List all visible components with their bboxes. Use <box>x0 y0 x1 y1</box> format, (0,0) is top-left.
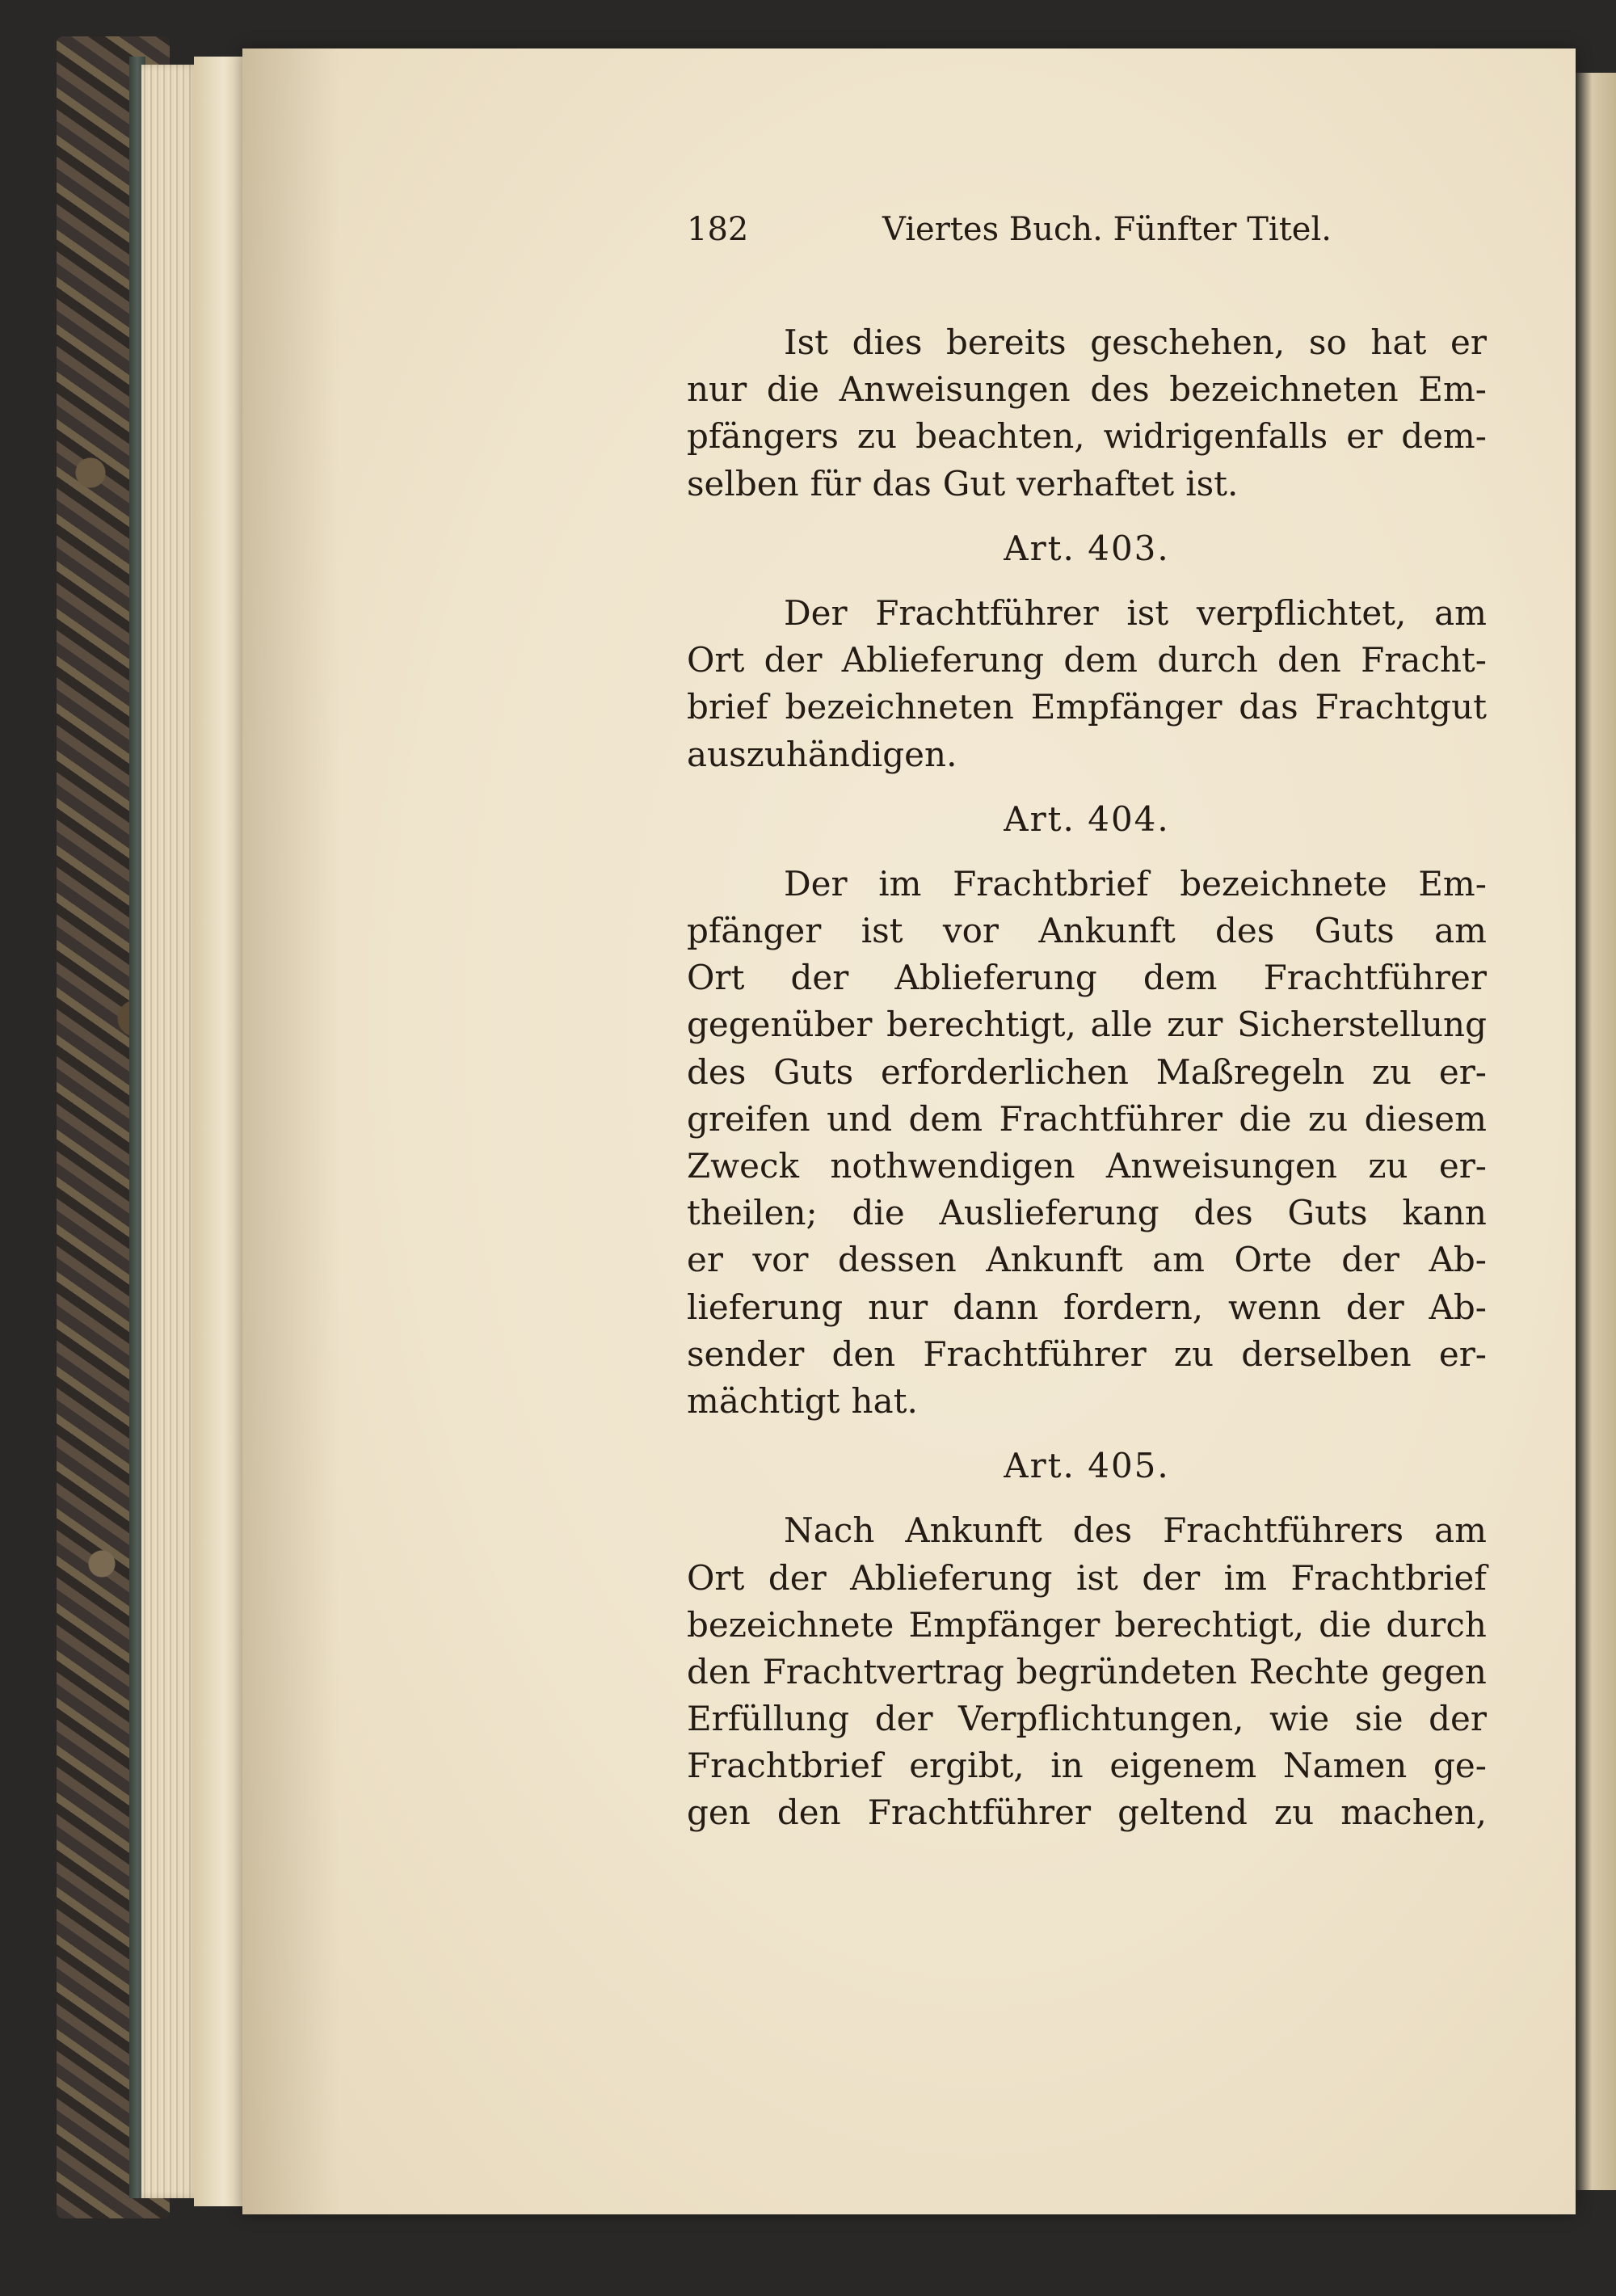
facing-page-edge <box>1576 73 1616 2190</box>
word: auszuhändigen. <box>687 734 957 774</box>
text-line <box>687 1602 1487 1649</box>
word: verhaftet <box>1016 463 1175 503</box>
word: des <box>1072 1510 1133 1551</box>
word: beachten, <box>915 416 1085 457</box>
text-line <box>687 1555 1487 1602</box>
word: verpflichtet, <box>1196 592 1407 633</box>
text-line <box>687 366 1487 413</box>
word: mächtigt <box>687 1380 840 1421</box>
running-head: Viertes Buch. Fünfter Titel. <box>882 211 1332 248</box>
word: gegenüber <box>687 1005 873 1045</box>
word: Em- <box>1418 369 1487 410</box>
word: er <box>1450 322 1487 362</box>
word: den <box>1277 640 1341 680</box>
text-line <box>687 637 1487 684</box>
word: dies <box>852 322 923 362</box>
word: er <box>1346 416 1383 457</box>
word: am <box>1434 911 1487 951</box>
text-line <box>687 461 1487 508</box>
word: sie <box>1354 1699 1403 1739</box>
word: brief <box>687 687 768 727</box>
word: Gut <box>942 463 1006 503</box>
word: die <box>1319 1604 1372 1645</box>
text-line <box>687 1096 1487 1143</box>
word: gen <box>687 1793 751 1833</box>
word: Ankunft <box>1038 911 1176 951</box>
word: geltend <box>1117 1793 1248 1833</box>
page-stack-inner <box>194 57 242 2206</box>
word: widrigenfalls <box>1103 416 1328 457</box>
word: kann <box>1402 1193 1487 1233</box>
word: Empfänger <box>908 1604 1100 1645</box>
word: dem <box>1143 958 1218 998</box>
word: der <box>790 958 849 998</box>
word: alle <box>1090 1005 1153 1045</box>
text-line <box>687 908 1487 954</box>
word: für <box>810 463 861 503</box>
word: das <box>1239 687 1298 727</box>
word: bezeichneten <box>785 687 1014 727</box>
word: der <box>768 1557 827 1598</box>
word: zu <box>1371 1051 1412 1092</box>
word: vor <box>942 911 999 951</box>
word: die <box>766 369 819 410</box>
word: Orte <box>1234 1240 1312 1280</box>
word: das <box>872 463 932 503</box>
word: am <box>1434 592 1487 633</box>
word: Anweisungen <box>1105 1146 1337 1186</box>
word: Frachtführers <box>1163 1510 1404 1551</box>
word: ist <box>1126 592 1169 633</box>
word: nothwendigen <box>830 1146 1075 1186</box>
text-line <box>687 1742 1487 1789</box>
paragraph <box>687 861 1487 1425</box>
word: nur <box>687 369 747 410</box>
word: Nach <box>784 1510 875 1551</box>
word: lieferung <box>687 1287 844 1327</box>
text-line <box>687 1190 1487 1236</box>
word: Guts <box>773 1051 854 1092</box>
word: gegen <box>1381 1651 1487 1691</box>
text-line <box>687 319 1487 366</box>
word: ist <box>1076 1557 1118 1598</box>
word: zu <box>1173 1333 1214 1374</box>
word: zu <box>1274 1793 1315 1833</box>
word: der <box>1142 1557 1201 1598</box>
word: der <box>1429 1699 1487 1739</box>
word: zu <box>856 416 898 457</box>
text-line <box>687 590 1487 637</box>
word: Frachtvertrag <box>762 1651 1004 1691</box>
word: in <box>1050 1746 1084 1786</box>
page-header <box>687 206 1487 263</box>
word: bezeichnete <box>687 1604 894 1645</box>
word: selben <box>687 463 799 503</box>
text-line <box>687 1649 1487 1696</box>
text-line <box>687 1789 1487 1836</box>
word: die <box>852 1193 905 1233</box>
word: berechtigt, <box>886 1005 1076 1045</box>
word: zur <box>1167 1005 1223 1045</box>
text-line <box>687 1507 1487 1554</box>
word: bezeichneten <box>1169 369 1399 410</box>
word: Erfüllung <box>687 1699 850 1739</box>
word: so <box>1308 322 1347 362</box>
text-line <box>687 731 1487 778</box>
word: pfängers <box>687 416 839 457</box>
word: Empfänger <box>1030 687 1223 727</box>
word: eigenem <box>1109 1746 1257 1786</box>
text-line <box>687 1331 1487 1378</box>
word: vor <box>752 1240 809 1280</box>
word: Ist <box>784 322 829 362</box>
word: greifen <box>687 1098 810 1139</box>
word: dem- <box>1401 416 1487 457</box>
text-line <box>687 1236 1487 1283</box>
word: dann <box>953 1287 1039 1327</box>
word: am <box>1434 1510 1487 1551</box>
text-line <box>687 413 1487 460</box>
word: Frachtgut <box>1315 687 1487 727</box>
word: des <box>687 1051 747 1092</box>
word: Auslieferung <box>939 1193 1159 1233</box>
text-line <box>687 1696 1487 1742</box>
word: Frachtführer <box>999 1098 1223 1139</box>
text-line <box>687 861 1487 908</box>
text-line <box>687 1049 1487 1096</box>
word: Frachtführer <box>923 1333 1147 1374</box>
word: des <box>1215 911 1275 951</box>
text-line <box>687 954 1487 1001</box>
text-line <box>687 1001 1487 1048</box>
word: hat <box>1370 322 1427 362</box>
word: Rechte <box>1248 1651 1370 1691</box>
word: Frachtbrief <box>1290 1557 1487 1598</box>
word: er- <box>1438 1051 1487 1092</box>
article-heading: Art. 405. <box>1004 1446 1170 1486</box>
word: begründeten <box>1016 1651 1237 1691</box>
word: und <box>827 1098 893 1139</box>
word: ist. <box>1185 463 1239 503</box>
word: ist <box>861 911 903 951</box>
word: am <box>1152 1240 1205 1280</box>
word: bereits <box>946 322 1067 362</box>
word: geschehen, <box>1090 322 1286 362</box>
paragraph <box>687 1507 1487 1836</box>
word: Sicherstellung <box>1237 1005 1487 1045</box>
word: er <box>687 1240 723 1280</box>
word: Maßregeln <box>1155 1051 1345 1092</box>
word: dessen <box>838 1240 957 1280</box>
word: Ort <box>687 958 745 998</box>
word: Frachtführer <box>867 1793 1092 1833</box>
word: Ablieferung <box>850 1557 1053 1598</box>
word: im <box>1223 1557 1267 1598</box>
word: sender <box>687 1333 805 1374</box>
word: Der <box>784 863 848 904</box>
word: Ankunft <box>986 1240 1123 1280</box>
text-line <box>687 1284 1487 1331</box>
word: ge- <box>1433 1746 1487 1786</box>
word: zu <box>1307 1098 1349 1139</box>
word: im <box>878 863 922 904</box>
word: Guts <box>1314 911 1395 951</box>
word: Der <box>784 592 848 633</box>
word: Frachtbrief <box>953 863 1149 904</box>
word: ergibt, <box>909 1746 1025 1786</box>
word: fordern, <box>1063 1287 1204 1327</box>
paragraph <box>687 319 1487 508</box>
page-gutter-shadow <box>242 48 339 2214</box>
word: Ort <box>687 640 745 680</box>
word: der <box>1341 1240 1400 1280</box>
article-heading: Art. 403. <box>1004 528 1170 568</box>
word: dem <box>908 1098 983 1139</box>
word: den <box>776 1793 841 1833</box>
page-number: 182 <box>687 211 749 248</box>
article-heading: Art. 404. <box>1004 798 1170 839</box>
paragraph <box>687 590 1487 778</box>
word: Ablieferung <box>894 958 1097 998</box>
word: Ab- <box>1429 1287 1487 1327</box>
word: durch <box>1157 640 1258 680</box>
word: durch <box>1386 1604 1487 1645</box>
word: Namen <box>1282 1746 1408 1786</box>
word: nur <box>868 1287 928 1327</box>
word: derselben <box>1241 1333 1412 1374</box>
word: Fracht- <box>1361 640 1487 680</box>
word: den <box>831 1333 896 1374</box>
word: Ort <box>687 1557 745 1598</box>
word: diesem <box>1364 1098 1487 1139</box>
word: Frachtführer <box>875 592 1099 633</box>
word: Guts <box>1287 1193 1368 1233</box>
word: berechtigt, <box>1114 1604 1305 1645</box>
word: dem <box>1063 640 1138 680</box>
word: Ankunft <box>905 1510 1042 1551</box>
word: des <box>1090 369 1150 410</box>
text-line <box>687 1378 1487 1425</box>
word: theilen; <box>687 1193 818 1233</box>
word: bezeichnete <box>1180 863 1387 904</box>
word: er- <box>1438 1333 1487 1374</box>
word: wie <box>1269 1699 1330 1739</box>
page-text <box>687 206 1487 1837</box>
word: Ab- <box>1429 1240 1487 1280</box>
word: er- <box>1438 1146 1487 1186</box>
text-line <box>687 684 1487 731</box>
word: der <box>1345 1287 1404 1327</box>
word: hat. <box>851 1380 918 1421</box>
word: wenn <box>1228 1287 1321 1327</box>
word: machen, <box>1340 1793 1487 1833</box>
word: des <box>1193 1193 1253 1233</box>
word: Ablieferung <box>841 640 1045 680</box>
word: pfänger <box>687 911 822 951</box>
word: Em- <box>1418 863 1487 904</box>
word: Anweisungen <box>839 369 1071 410</box>
word: Zweck <box>687 1146 799 1186</box>
word: die <box>1239 1098 1292 1139</box>
word: Verpflichtungen, <box>958 1699 1244 1739</box>
word: den <box>687 1651 751 1691</box>
word: zu <box>1368 1146 1408 1186</box>
word: Frachtbrief <box>687 1746 883 1786</box>
page-stack <box>141 65 198 2198</box>
word: der <box>764 640 823 680</box>
word: erforderlichen <box>880 1051 1129 1092</box>
word: der <box>874 1699 933 1739</box>
text-line <box>687 1143 1487 1190</box>
word: Frachtführer <box>1263 958 1487 998</box>
